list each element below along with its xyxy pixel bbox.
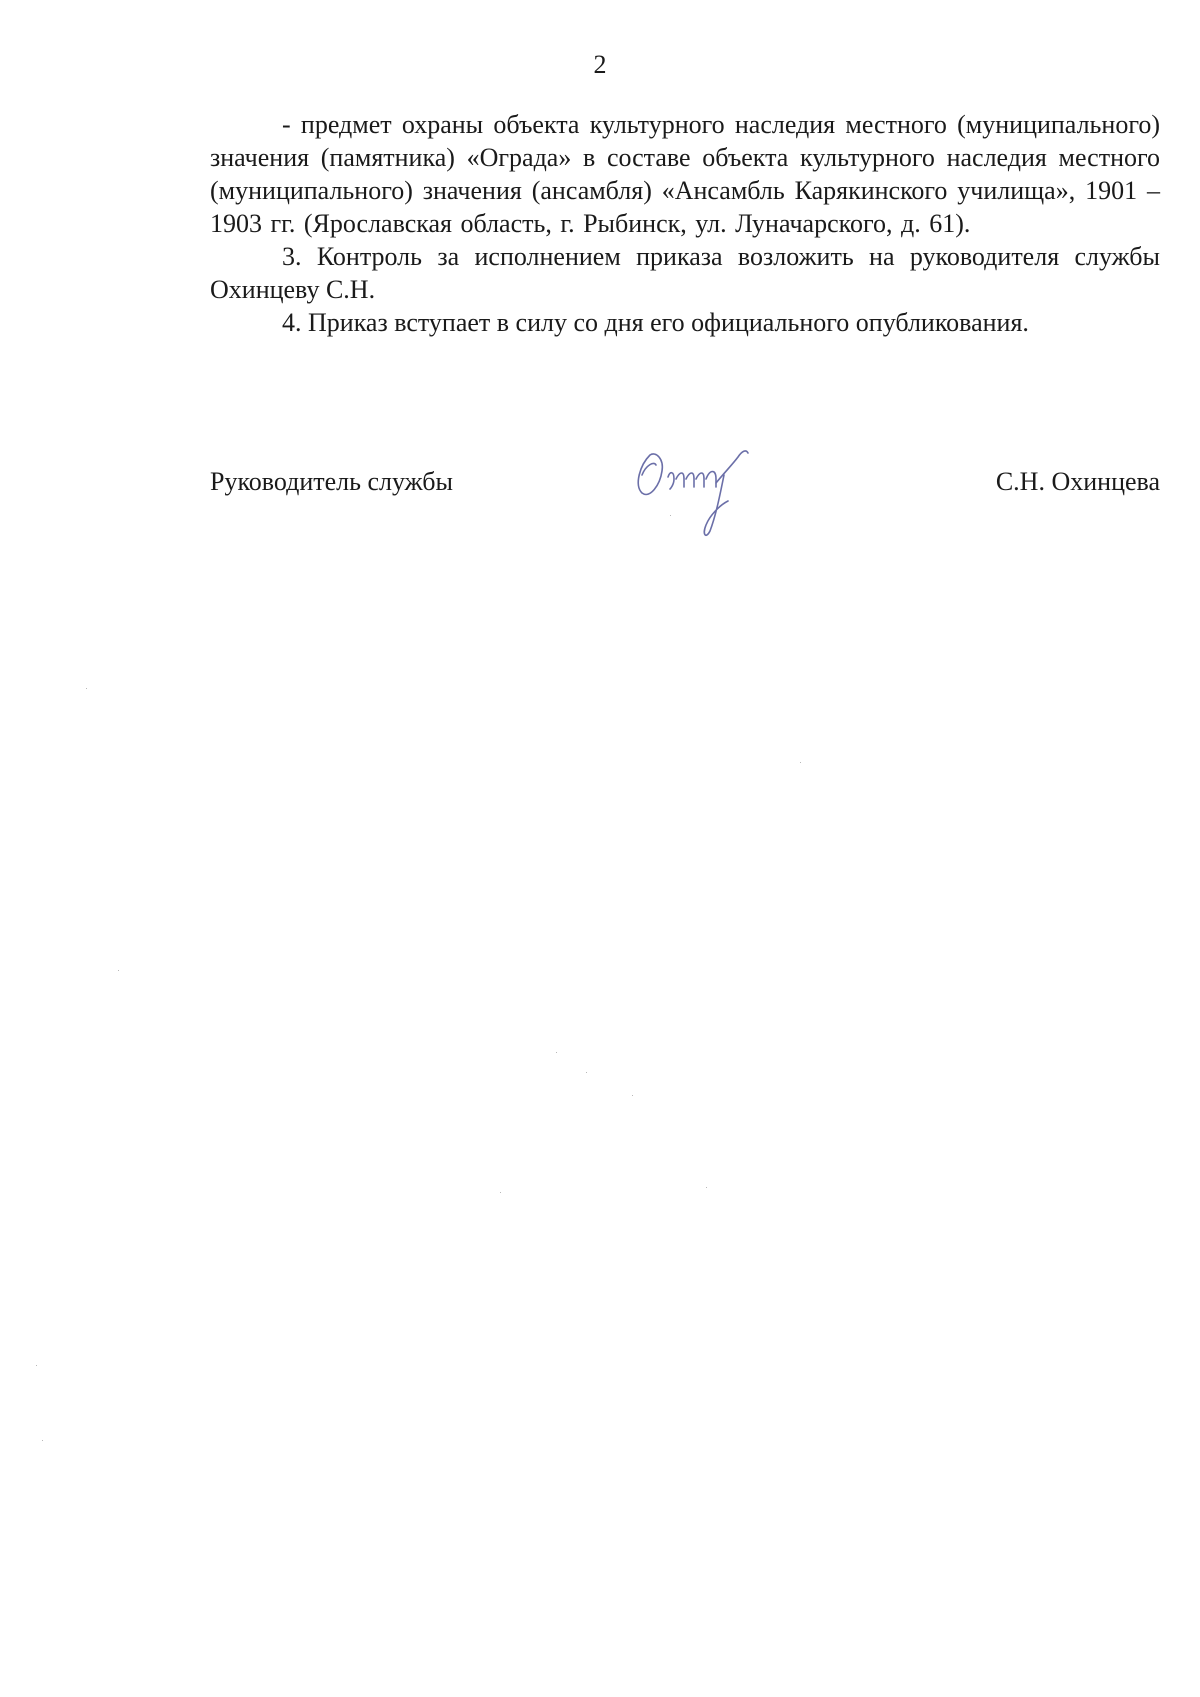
signature-block	[210, 465, 1160, 505]
scan-speck	[556, 1052, 557, 1053]
scan-speck	[36, 1365, 37, 1366]
document-body	[210, 108, 1160, 339]
handwritten-signature-icon	[620, 435, 780, 545]
page-number: 2	[593, 50, 607, 79]
scan-speck	[86, 688, 87, 689]
scan-speck	[706, 1187, 707, 1188]
scan-speck	[118, 970, 119, 971]
signatory-name: С.Н. Охинцева	[995, 467, 1160, 496]
scan-speck	[800, 762, 801, 763]
paragraph-protection-subject: - предмет охраны объекта культурного наследия местного (муниципального) значения (памятника) «Ограда» в составе объекта культурного наследия местного (муниципального) значения (ансамбля) «Ансамбль Карякинского училища», 1901 – 1903 гг. (Ярославская область, г. Рыбинск, ул. Луначарского, д. 61).	[210, 110, 1160, 238]
paragraph-effective-date-clause: 4. Приказ вступает в силу со дня его официального опубликования.	[282, 308, 1029, 337]
scan-speck	[42, 1440, 43, 1441]
signatory-position: Руководитель службы	[210, 467, 453, 496]
paragraph-control-clause: 3. Контроль за исполнением приказа возложить на руководителя службы Охинцеву С.Н.	[210, 242, 1160, 304]
scan-speck	[586, 1072, 587, 1073]
scan-speck	[500, 1192, 501, 1193]
scan-speck	[670, 515, 671, 516]
scan-speck	[632, 1095, 633, 1096]
